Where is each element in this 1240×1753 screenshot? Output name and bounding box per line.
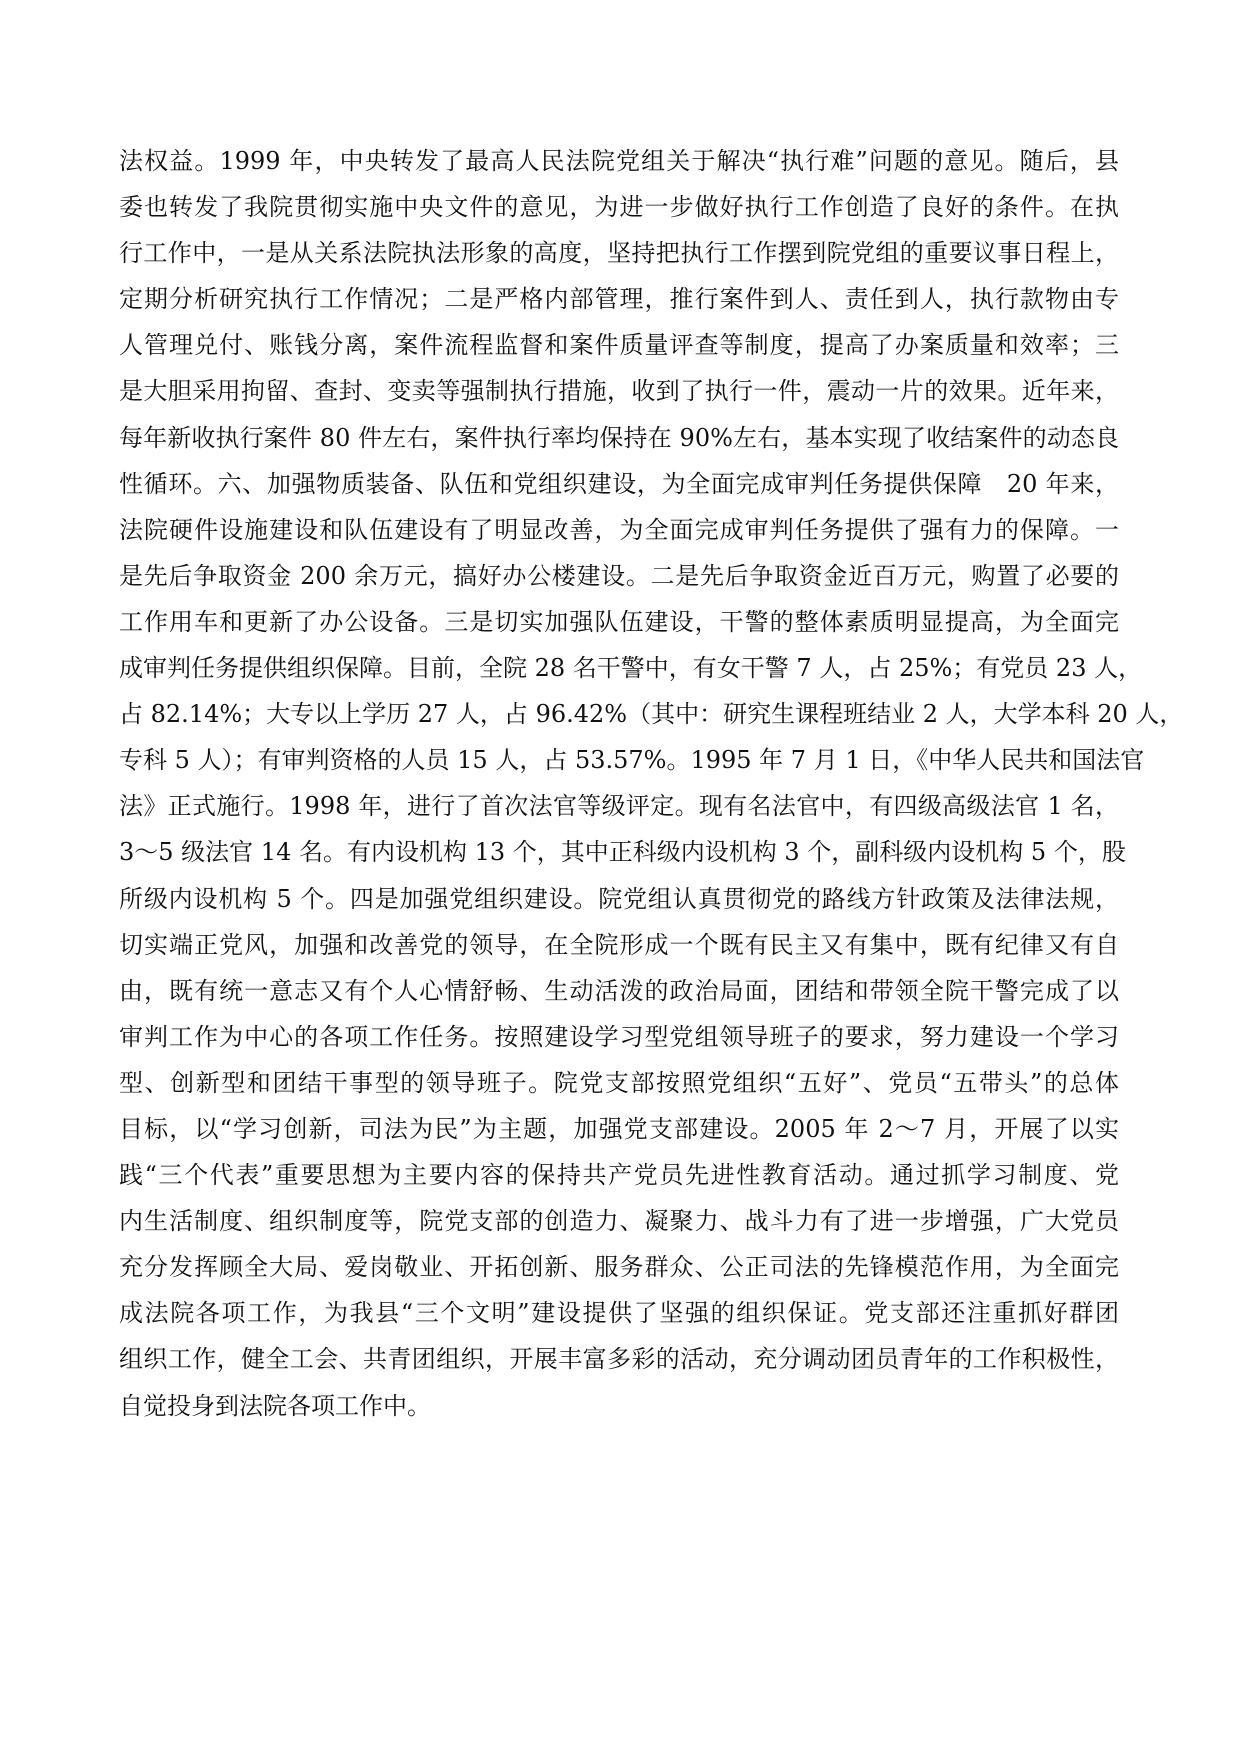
text-line: 充分发挥顾全大局、爱岗敬业、开拓创新、服务群众、公正司法的先锋模范作用，为全面完	[119, 1253, 1119, 1282]
text-line: 组织工作，健全工会、共青团组织，开展丰富多彩的活动，充分调动团员青年的工作积极性，	[119, 1345, 1119, 1374]
text-line: 法权益。1999 年，中央转发了最高人民法院党组关于解决“执行难”问题的意见。随后，县	[119, 147, 1119, 175]
text-line: 目标，以“学习创新，司法为民”为主题，加强党支部建设。2005 年 2～7 月，开展了以实	[119, 1114, 1119, 1143]
text-line: 所级内设机构 5 个。四是加强党组织建设。院党组认真贯彻党的路线方针政策及法律法规，	[119, 884, 1119, 913]
text-line: 型、创新型和团结干事型的领导班子。院党支部按照党组织“五好”、党员“五带头”的总体	[119, 1068, 1119, 1097]
text-line: 定期分析研究执行工作情况；二是严格内部管理，推行案件到人、责任到人，执行款物由专	[119, 285, 1119, 314]
text-line: 内生活制度、组织制度等，院党支部的创造力、凝聚力、战斗力有了进一步增强，广大党员	[119, 1207, 1119, 1236]
body-paragraph	[119, 138, 1184, 1429]
text-line: 占 82.14%；大专以上学历 27 人，占 96.42%（其中：研究生课程班结业 2 人，大学本科 20 人，	[119, 700, 1184, 729]
text-line: 由，既有统一意志又有个人心情舒畅、生动活泼的政治局面，团结和带领全院干警完成了以	[119, 976, 1119, 1005]
text-line-last: 自觉投身到法院各项工作中。	[119, 1391, 431, 1420]
text-line: 践“三个代表”重要思想为主要内容的保持共产党员先进性教育活动。通过抓学习制度、党	[119, 1161, 1119, 1190]
text-line: 性循环。六、加强物质装备、队伍和党组织建设，为全面完成审判任务提供保障 20 年来，	[119, 469, 1119, 498]
text-line: 专科 5 人）；有审判资格的人员 15 人，占 53.57%。1995 年 7 月 1 日，《中华人民共和国法官	[119, 746, 1145, 775]
text-line: 每年新收执行案件 80 件左右，案件执行率均保持在 90%左右，基本实现了收结案件的动态良	[119, 423, 1119, 452]
text-line: 成法院各项工作，为我县“三个文明”建设提供了坚强的组织保证。党支部还注重抓好群团	[119, 1299, 1119, 1328]
text-line: 委也转发了我院贯彻实施中央文件的意见，为进一步做好执行工作创造了良好的条件。在执	[119, 193, 1119, 222]
text-line: 审判工作为中心的各项工作任务。按照建设学习型党组领导班子的要求，努力建设一个学习	[119, 1022, 1119, 1051]
text-line: 法》正式施行。1998 年，进行了首次法官等级评定。现有名法官中，有四级高级法官 1 名，	[119, 792, 1119, 821]
text-line: 成审判任务提供组织保障。目前，全院 28 名干警中，有女干警 7 人，占 25%；有党员 23 人，	[119, 654, 1143, 683]
text-line: 是大胆采用拘留、查封、变卖等强制执行措施，收到了执行一件，震动一片的效果。近年来，	[119, 377, 1119, 406]
text-line: 是先后争取资金 200 余万元，搞好办公楼建设。二是先后争取资金近百万元，购置了必要的	[119, 561, 1119, 590]
text-line: 工作用车和更新了办公设备。三是切实加强队伍建设，干警的整体素质明显提高，为全面完	[119, 607, 1119, 636]
text-line: 法院硬件设施建设和队伍建设有了明显改善，为全面完成审判任务提供了强有力的保障。一	[119, 515, 1119, 544]
text-line: 行工作中，一是从关系法院执法形象的高度，坚持把执行工作摆到院党组的重要议事日程上，	[119, 239, 1119, 268]
text-line: 3～5 级法官 14 名。有内设机构 13 个，其中正科级内设机构 3 个，副科级内设机构 5 个，股	[119, 838, 1126, 867]
text-line: 人管理兑付、账钱分离，案件流程监督和案件质量评查等制度，提高了办案质量和效率；三	[119, 331, 1119, 360]
text-line: 切实端正党风，加强和改善党的领导，在全院形成一个既有民主又有集中，既有纪律又有自	[119, 930, 1119, 959]
